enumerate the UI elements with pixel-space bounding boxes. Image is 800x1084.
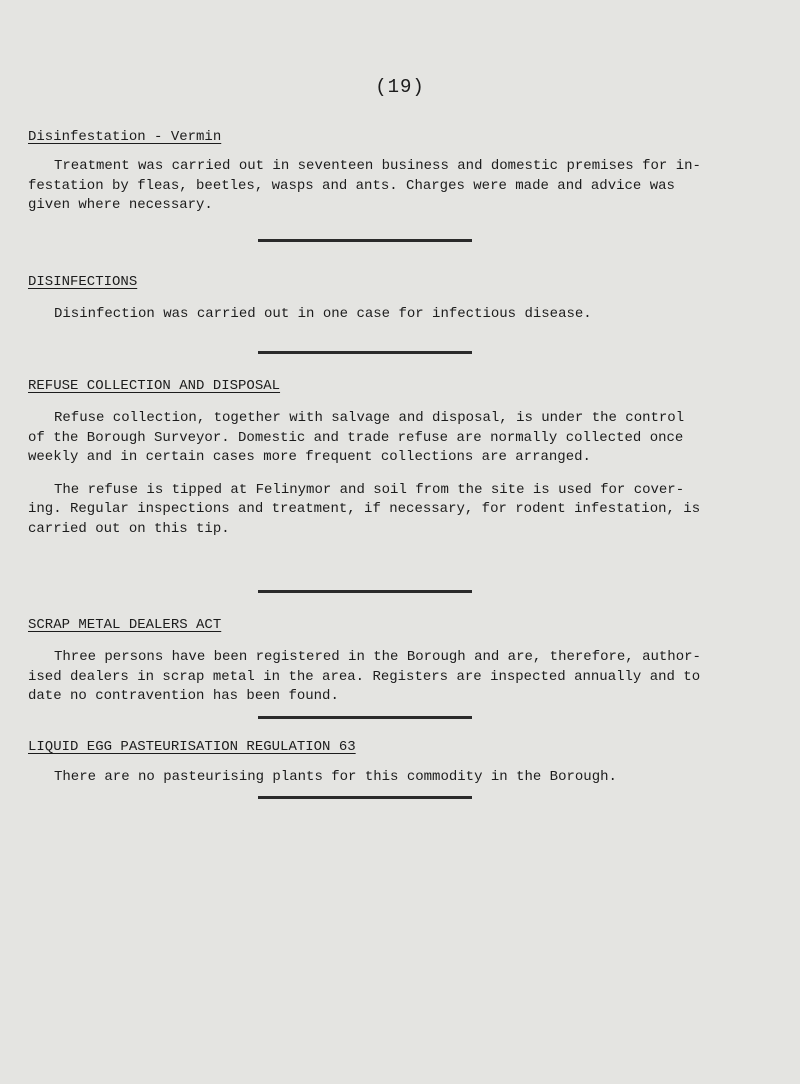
paragraph-line: carried out on this tip.: [28, 520, 230, 537]
page-number: (19): [375, 76, 425, 98]
paragraph-line: The refuse is tipped at Felinymor and soil from the site is used for cover-: [54, 481, 685, 498]
section-scrap-metal: [28, 616, 780, 707]
section-disinfestation: [28, 128, 780, 216]
paragraph-line: festation by fleas, beetles, wasps and ants. Charges were made and advice was: [28, 177, 675, 194]
paragraph-line: date no contravention has been found.: [28, 688, 339, 704]
section-divider: [258, 351, 472, 354]
paragraph-liquid-egg: [28, 768, 780, 788]
paragraph-refuse-collection: [28, 409, 780, 468]
paragraph-scrap-metal: [28, 648, 780, 707]
paragraph-line: ing. Regular inspections and treatment, if necessary, for rodent infestation, is: [28, 501, 701, 517]
paragraph-line: of the Borough Surveyor. Domestic and trade refuse are normally collected once: [28, 429, 684, 446]
heading-disinfections: DISINFECTIONS: [28, 274, 138, 290]
heading-disinfestation: Disinfestation - Vermin: [28, 129, 222, 145]
paragraph-line: Refuse collection, together with salvage and disposal, is under the control: [54, 410, 685, 426]
paragraph-disinfestation: [28, 157, 780, 216]
section-divider: [258, 796, 472, 799]
section-refuse: [28, 377, 780, 539]
heading-liquid-egg: LIQUID EGG PASTEURISATION REGULATION 63: [28, 739, 356, 755]
paragraph-line: ised dealers in scrap metal in the area. Registers are inspected annually and to: [28, 668, 701, 685]
section-divider: [258, 590, 472, 593]
paragraph-refuse-tip: [28, 481, 780, 540]
section-disinfections: [28, 273, 780, 325]
heading-refuse: REFUSE COLLECTION AND DISPOSAL: [28, 378, 281, 394]
heading-scrap-metal: SCRAP METAL DEALERS ACT: [28, 617, 222, 633]
paragraph-line: There are no pasteurising plants for this commodity in the Borough.: [54, 769, 617, 785]
paragraph-line: Treatment was carried out in seventeen business and domestic premises for in-: [54, 158, 701, 174]
paragraph-line: weekly and in certain cases more frequent collections are arranged.: [28, 449, 591, 465]
paragraph-line: Disinfection was carried out in one case for infectious disease.: [54, 306, 592, 322]
section-divider: [258, 239, 472, 242]
section-divider: [258, 716, 472, 719]
paragraph-line: given where necessary.: [28, 197, 213, 213]
paragraph-disinfections: [28, 305, 780, 325]
paragraph-line: Three persons have been registered in the Borough and are, therefore, author-: [54, 649, 701, 665]
section-liquid-egg: [28, 738, 780, 788]
